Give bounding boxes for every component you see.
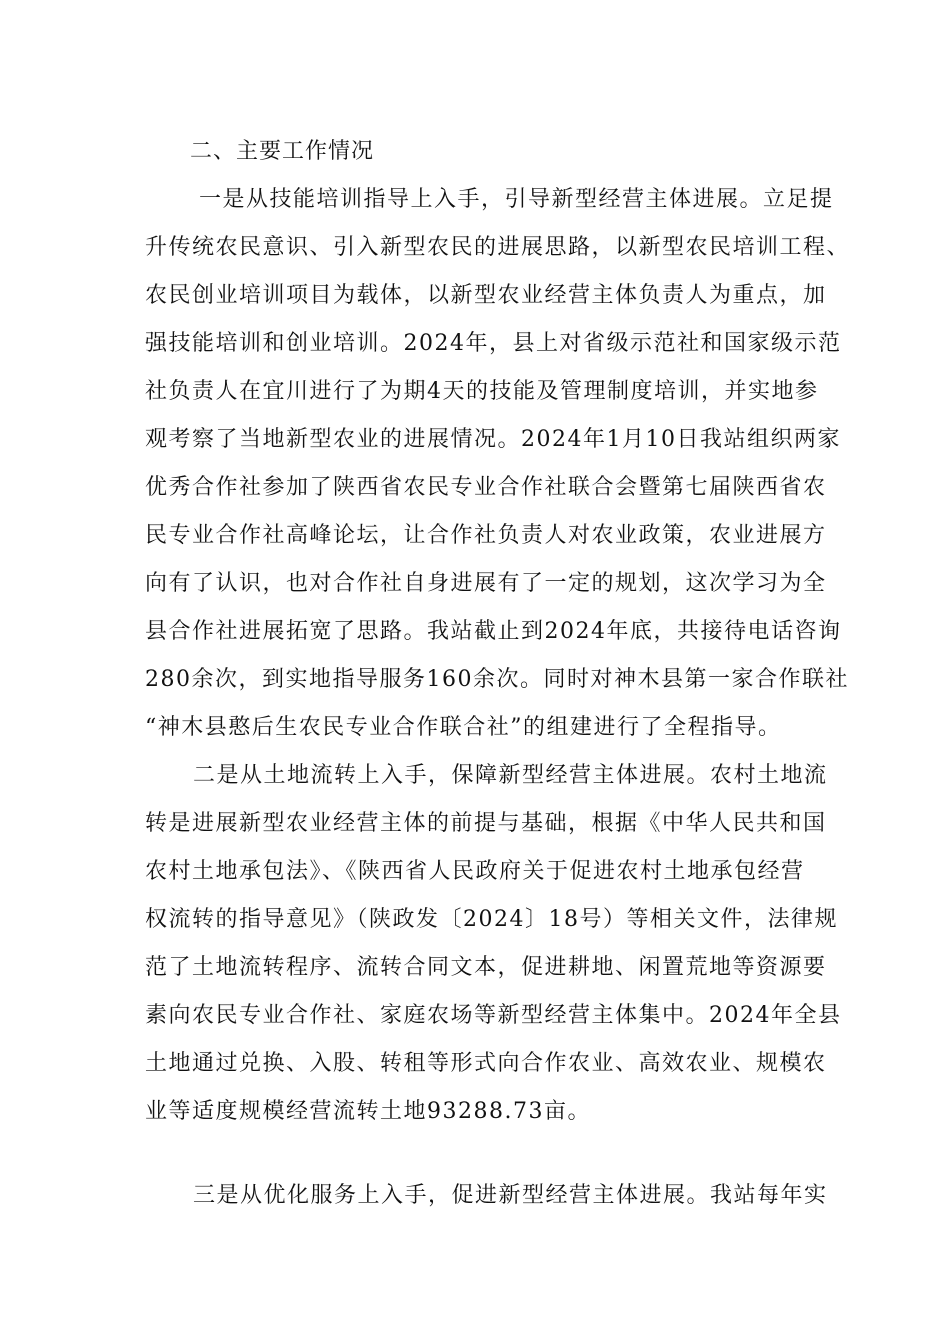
paragraph-line: 优秀合作社参加了陕西省农民专业合作社联合会暨第七届陕西省农 [145, 475, 827, 500]
paragraph-line: 县合作社进展拓宽了思路。我站截止到2024年底，共接待电话咨询 [145, 619, 842, 644]
paragraph-line: 范了土地流转程序、流转合同文本，促进耕地、闲置荒地等资源要 [145, 955, 827, 980]
paragraph-line: 权流转的指导意见》（陕政发〔2024〕18号）等相关文件，法律规 [145, 907, 838, 932]
paragraph-line: 土地通过兑换、入股、转租等形式向合作农业、高效农业、规模农 [145, 1051, 827, 1076]
paragraph-line: 升传统农民意识、引入新型农民的进展思路，以新型农民培训工程、 [145, 235, 851, 260]
paragraph-line: 业等适度规模经营流转土地93288.73亩。 [145, 1099, 591, 1124]
paragraph-line: 三是从优化服务上入手，促进新型经营主体进展。我站每年实 [193, 1183, 828, 1208]
paragraph-line: 农民创业培训项目为载体，以新型农业经营主体负责人为重点，加 [145, 283, 827, 308]
paragraph-line: 一是从技能培训指导上入手，引导新型经营主体进展。立足提 [199, 187, 834, 212]
paragraph-line: 农村土地承包法》、《陕西省人民政府关于促进农村土地承包经营 [145, 859, 805, 884]
paragraph-line: 素向农民专业合作社、家庭农场等新型经营主体集中。2024年全县 [145, 1003, 842, 1028]
paragraph-line: 观考察了当地新型农业的进展情况。2024年1月10日我站组织两家 [145, 427, 841, 452]
paragraph-line: 转是进展新型农业经营主体的前提与基础，根据《中华人民共和国 [145, 811, 827, 836]
paragraph-line: 向有了认识，也对合作社自身进展有了一定的规划，这次学习为全 [145, 571, 827, 596]
section-heading: 二、主要工作情况 [190, 139, 375, 164]
paragraph-1 [145, 176, 851, 752]
paragraph-line: 二是从土地流转上入手，保障新型经营主体进展。农村土地流 [193, 763, 828, 788]
paragraph-3 [145, 1172, 828, 1220]
paragraph-2 [145, 752, 842, 1136]
paragraph-line: “神木县憨后生农民专业合作联合社”的组建进行了全程指导。 [145, 715, 782, 740]
paragraph-line: 强技能培训和创业培训。2024年，县上对省级示范社和国家级示范 [145, 331, 842, 356]
paragraph-line: 社负责人在宜川进行了为期4天的技能及管理制度培训，并实地参 [145, 379, 819, 404]
paragraph-line: 280余次，到实地指导服务160余次。同时对神木县第一家合作联社 [145, 667, 849, 692]
paragraph-line: 民专业合作社高峰论坛，让合作社负责人对农业政策，农业进展方 [145, 523, 827, 548]
